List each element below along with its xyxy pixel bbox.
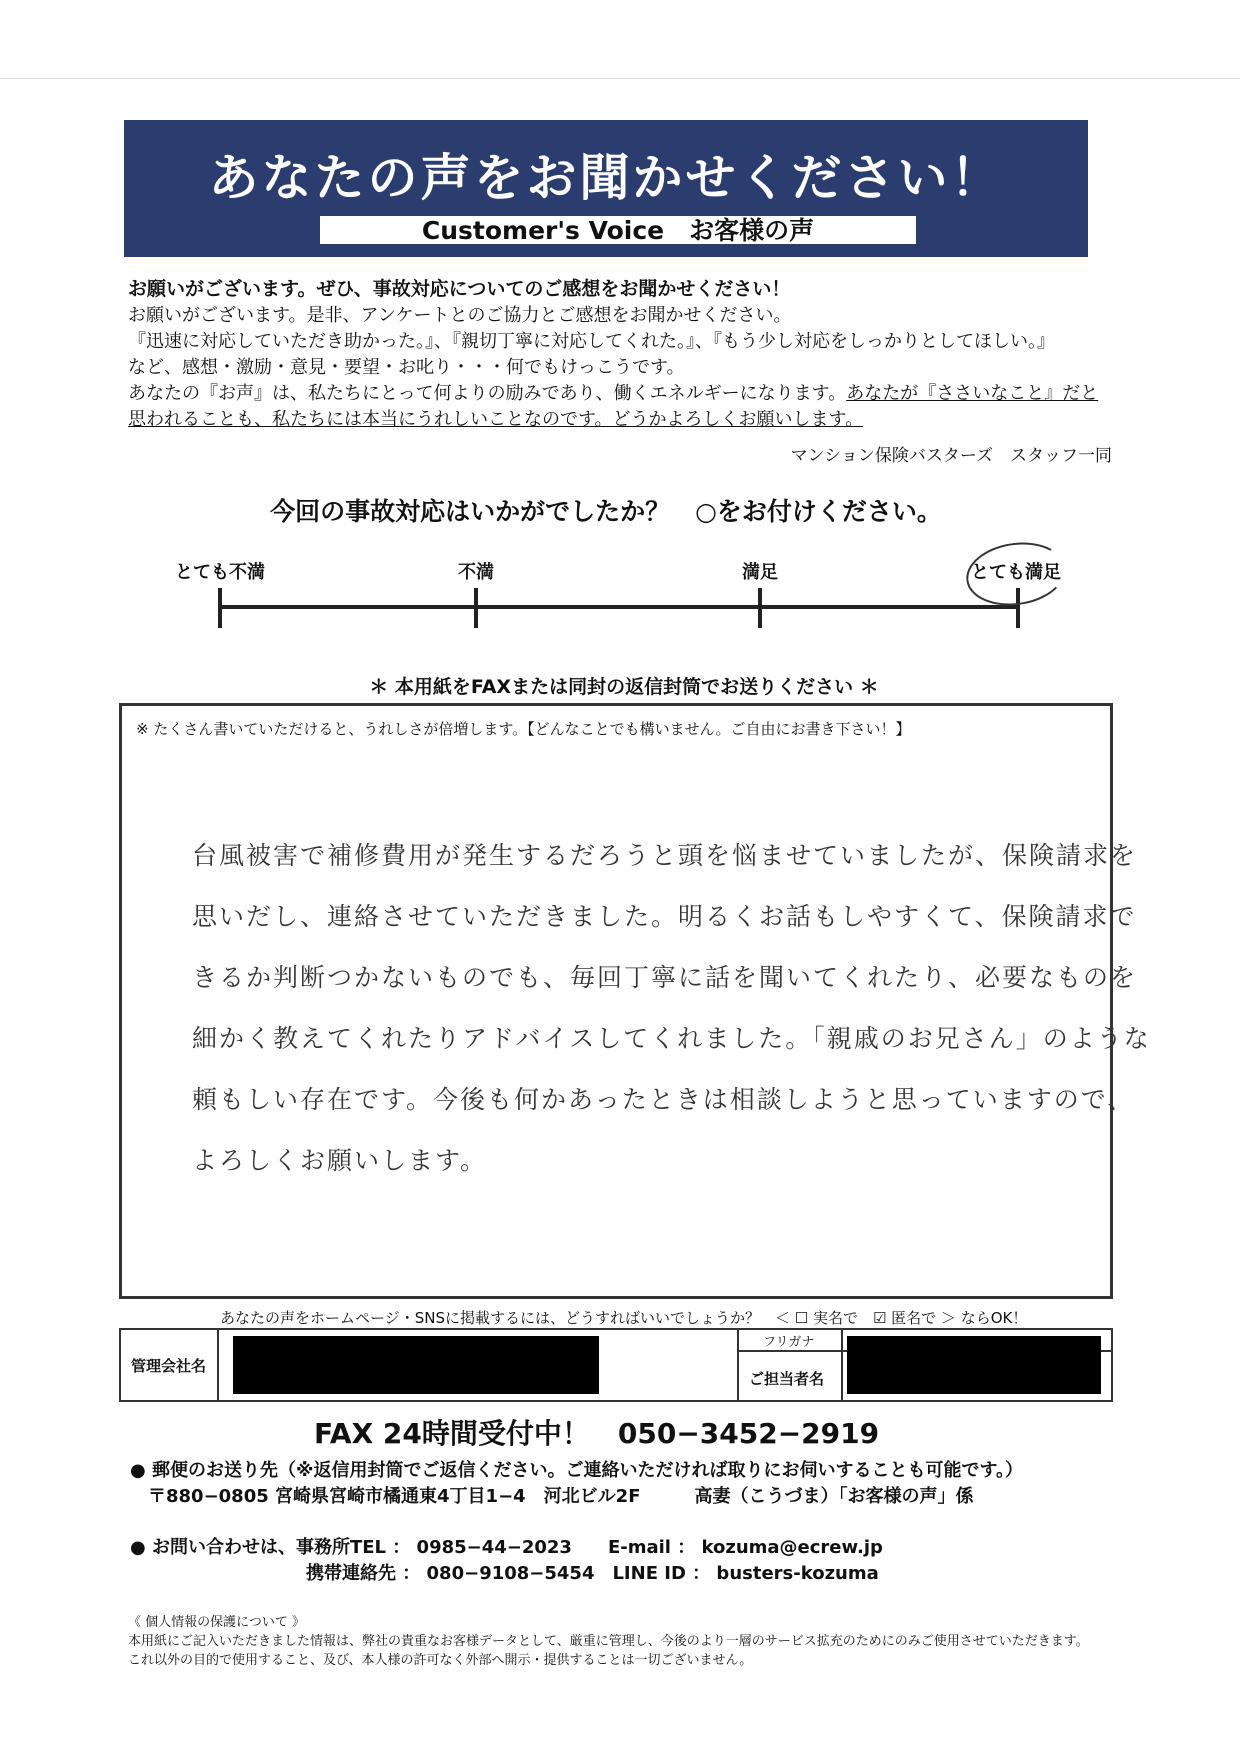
publish-permission[interactable]: あなたの声をホームページ・SNSに掲載するには、どうすればいいでしょうか？ ＜ ☐ 実名で ☑ 匿名で ＞ ならOK！	[220, 1309, 1028, 1327]
comment-line: よろしくお願いします。	[192, 1146, 488, 1175]
furigana-label: フリガナ	[763, 1335, 815, 1350]
top-divider	[0, 78, 1240, 79]
intro-line-4	[128, 382, 1099, 406]
company-field[interactable]	[219, 1330, 739, 1400]
intro-line-3: など、感想・激励・意見・要望・お叱り・・・何でもけっこうです。	[128, 357, 685, 378]
rating-scale-line	[218, 605, 1020, 609]
company-label: 管理会社名	[131, 1357, 207, 1375]
rating-option-satisfied[interactable]: 満足	[742, 562, 778, 583]
mail-address: 〒880−0805 宮崎県宮崎市橘通東4丁目1−4 河北ビル2F 高妻（こうづま）「お客様の声」係	[148, 1486, 974, 1507]
intro-line-4b: あなたが『ささいなこと』だと	[846, 383, 1099, 404]
fax-number: FAX 24時間受付中！ 050−3452−2919	[314, 1417, 880, 1450]
privacy-line-1: 本用紙にご記入いただきました情報は、弊社の貴重なお客様データとして、厳重に管理し、今後のより一層のサービス拡充のためにのみご使用させていただきます。	[128, 1634, 1089, 1649]
page-title: あなたの声をお聞かせください！	[208, 149, 1004, 207]
comment-line: 思いだし、連絡させていただきました。明るくお話もしやすくて、保険請求で	[192, 902, 1137, 931]
selected-rating-circle	[962, 536, 1070, 611]
comment-line: 細かく教えてくれたりアドバイスしてくれました。「親戚のお兄さん」のような	[192, 1024, 1151, 1053]
intro-line-1: お願いがございます。是非、アンケートとのご協力とご感想をお聞かせください。	[128, 305, 792, 326]
privacy-heading: 《 個人情報の保護について 》	[128, 1615, 306, 1630]
fax-instruction: ＊ 本用紙をFAXまたは同封の返信封筒でお送りください ＊	[369, 676, 879, 698]
contact-mobile: 携帯連絡先 ： 080−9108−5454 LINE ID ： busters-kozuma	[306, 1563, 879, 1584]
comment-line: 頼もしい存在です。今後も何かあったときは相談しようと思っていますので、	[192, 1085, 1135, 1114]
redaction-block	[847, 1336, 1101, 1394]
rating-tick[interactable]	[758, 588, 762, 628]
privacy-line-2: これ以外の目的で使用すること、及び、本人様の許可なく外部へ開示・提供することは一切ございません。	[128, 1653, 753, 1668]
mail-address-heading: ● 郵便のお送り先（※返信用封筒でご返信ください。ご連絡いただければ取りにお伺いすることも可能です。）	[130, 1460, 1024, 1481]
intro-heading: お願いがございます。ぜひ、事故対応についてのご感想をお聞かせください！	[128, 278, 791, 300]
rating-tick[interactable]	[218, 588, 222, 628]
comment-hint: ※ たくさん書いていただけると、うれしさが倍増します。【どんなことでも構いません。ご自由にお書き下さい！】	[136, 720, 911, 738]
page-subtitle: Customer's Voice お客様の声	[320, 216, 916, 244]
redaction-block	[233, 1336, 599, 1394]
person-label-cell	[739, 1330, 843, 1400]
person-label: ご担当者名	[749, 1370, 825, 1388]
survey-question: 今回の事故対応はいかがでしたか？ ○をお付けください。	[270, 497, 942, 526]
rating-option-dissatisfied[interactable]: 不満	[458, 562, 494, 583]
person-field[interactable]	[843, 1330, 1113, 1400]
rating-option-very-satisfied[interactable]: とても満足	[971, 562, 1061, 583]
rating-tick[interactable]	[474, 588, 478, 628]
comment-line: きるか判断つかないものでも、毎回丁寧に話を聞いてくれたり、必要なものを	[192, 963, 1138, 992]
header-banner	[124, 120, 1088, 257]
comment-box[interactable]	[119, 703, 1151, 1299]
furigana-divider	[739, 1350, 841, 1352]
intro-line-4a: あなたの『お声』は、私たちにとって何よりの励みであり、働くエネルギーになります。	[128, 383, 847, 404]
intro-line-2: 『迅速に対応していただき助かった。』、『親切丁寧に対応してくれた。』、『もう少し対応をしっかりとしてほしい。』	[128, 331, 1055, 352]
intro-line-5: 思われることも、私たちには本当にうれしいことなのです。どうかよろしくお願いします。	[128, 409, 864, 430]
signature: マンション保険バスターズ スタッフ一同	[790, 446, 1112, 466]
contact-office: ● お問い合わせは、事務所TEL ： 0985−44−2023 E-mail ： kozuma@ecrew.jp	[130, 1537, 883, 1558]
contact-form-table	[119, 1328, 1113, 1402]
comment-line: 台風被害で補修費用が発生するだろうと頭を悩ませていましたが、保険請求を	[192, 841, 1138, 870]
company-label-cell	[121, 1330, 219, 1400]
rating-option-very-dissatisfied[interactable]: とても不満	[175, 562, 265, 583]
